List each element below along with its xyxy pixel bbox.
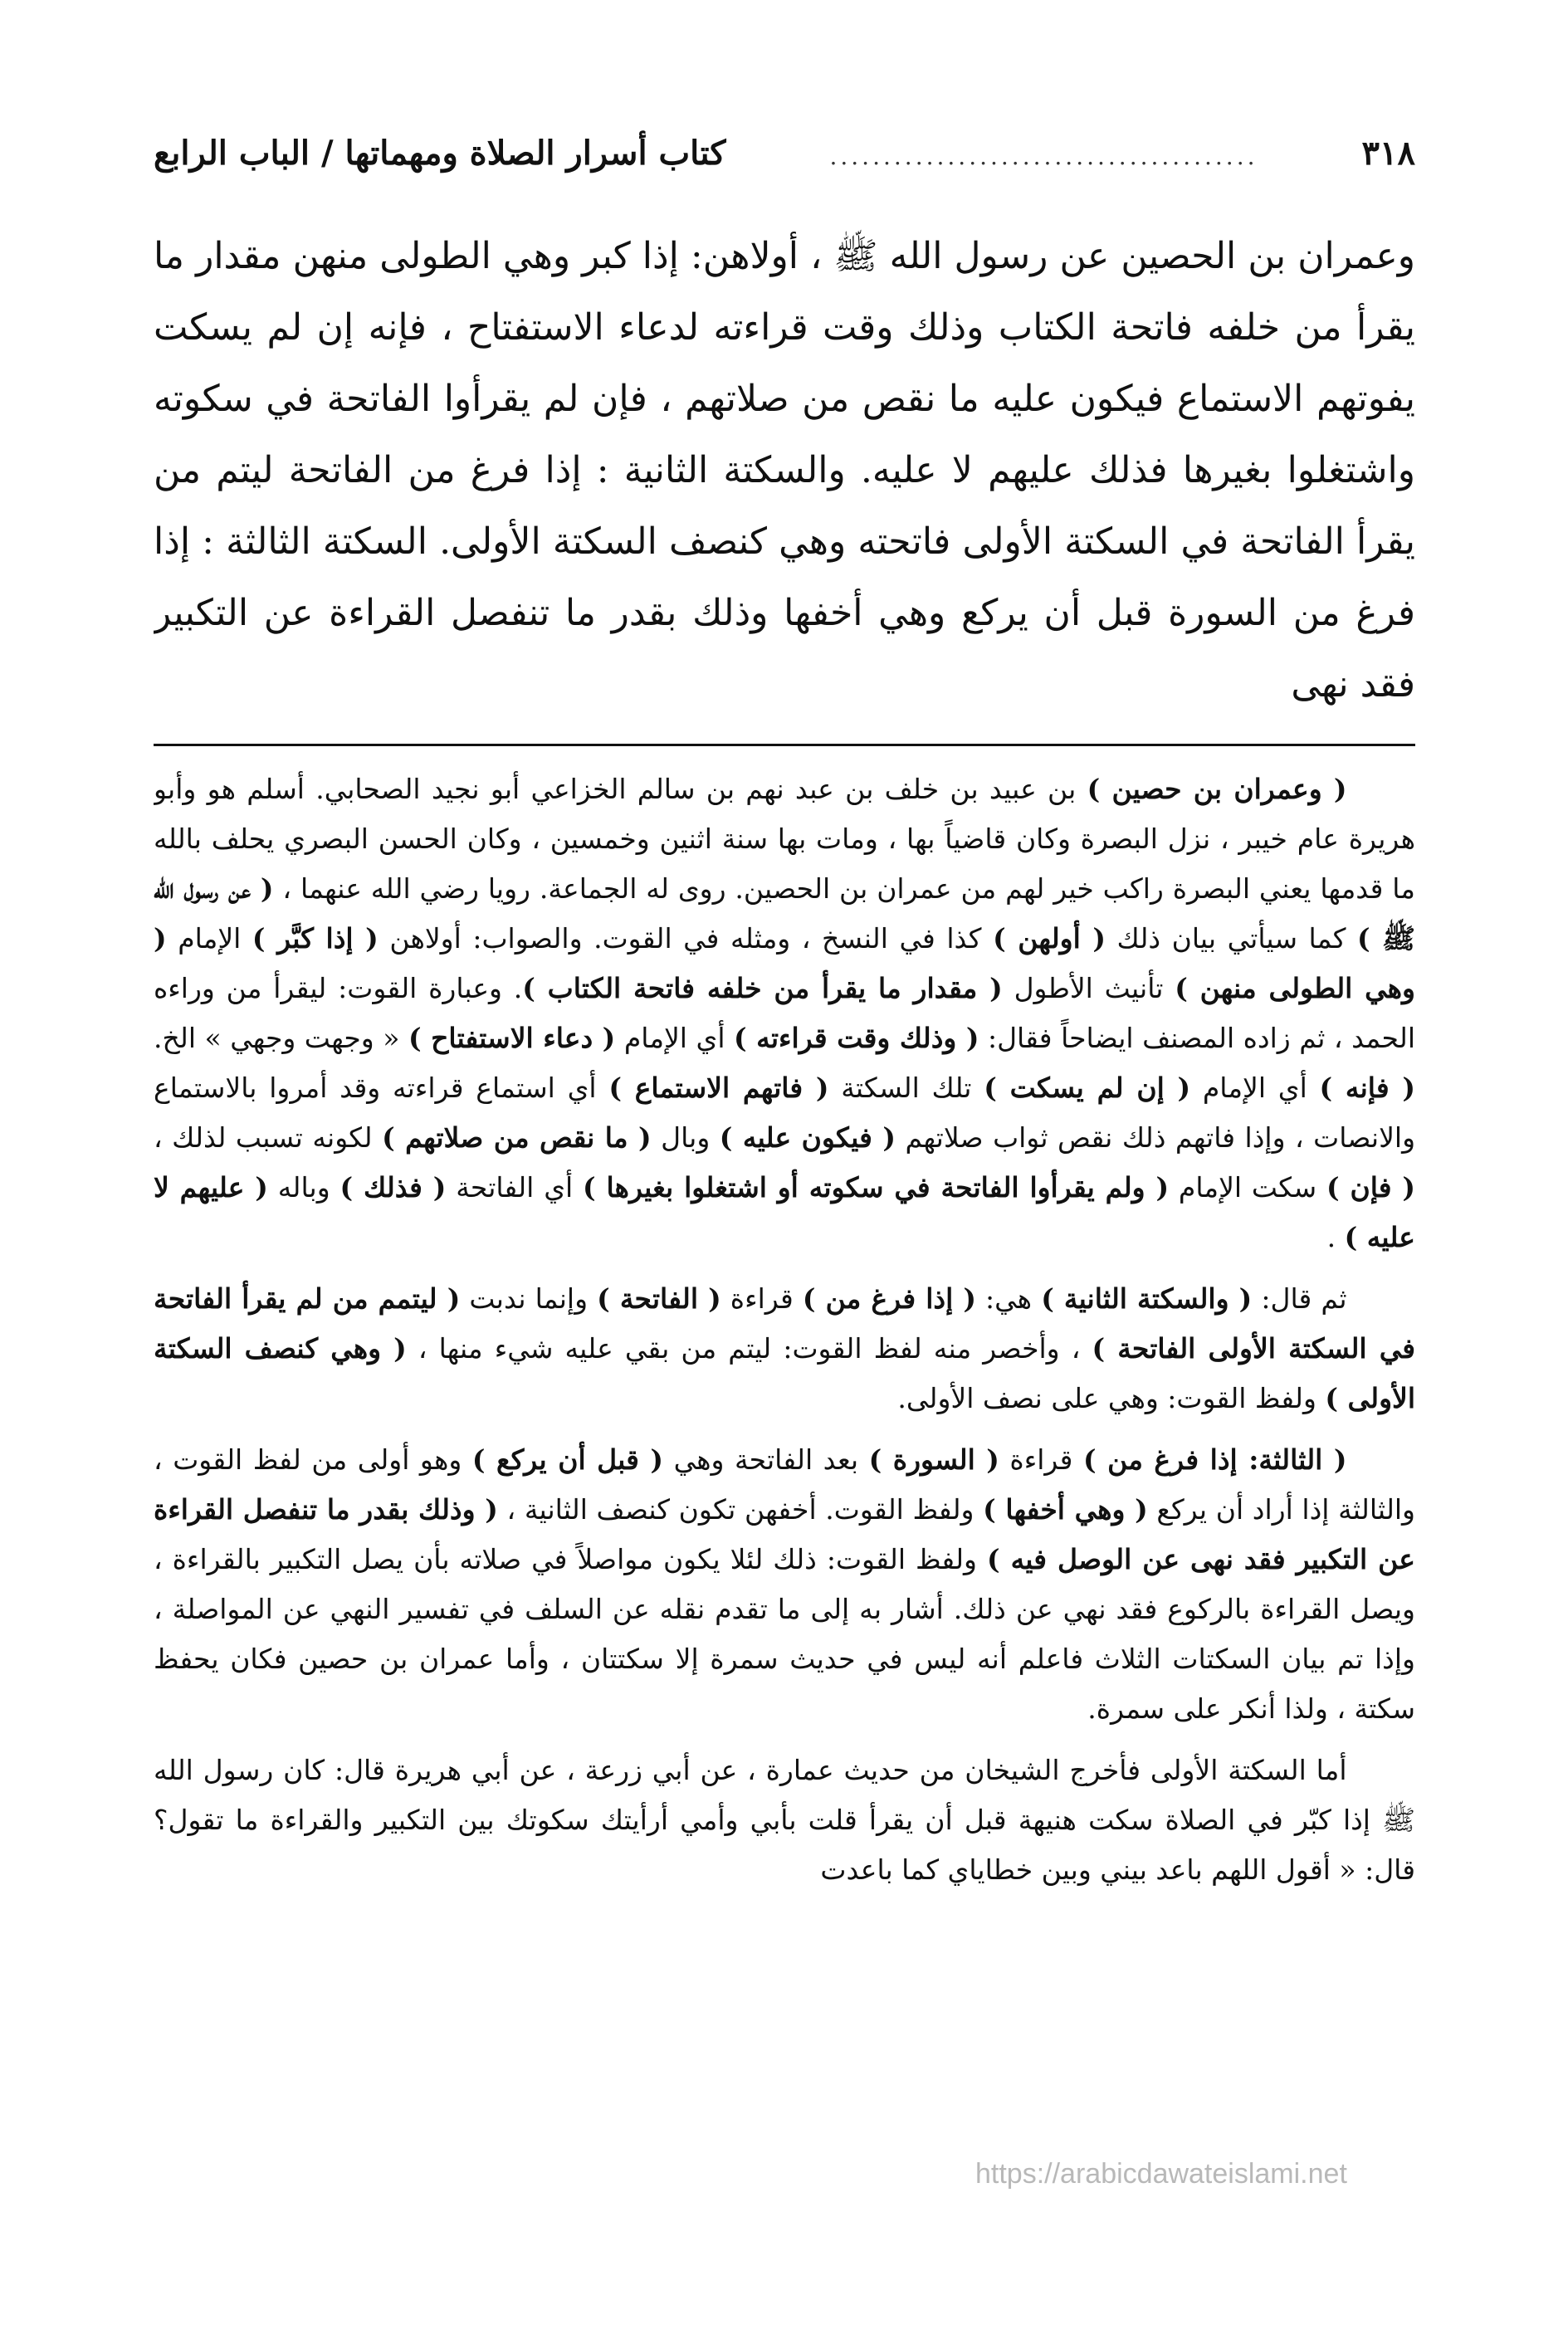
commentary-text: ثم قال: — [1252, 1282, 1347, 1315]
commentary-text: تلك السكتة — [828, 1072, 984, 1104]
commentary-text: الإمام — [166, 922, 252, 955]
quoted-phrase: ( فذلك ) — [339, 1171, 447, 1204]
running-head — [154, 125, 1415, 183]
quoted-phrase: ( أولهن ) — [993, 922, 1106, 955]
quoted-phrase: ( فإنه ) — [1319, 1072, 1415, 1104]
quoted-phrase: ( إذا كبَّر ) — [252, 922, 379, 955]
commentary-text: بعد الفاتحة وهي — [663, 1443, 869, 1476]
commentary-text: تأنيث الأطول — [1002, 972, 1175, 1004]
commentary-text: وباله — [267, 1171, 340, 1204]
chapter-title: كتاب أسرار الصلاة ومهماتها / الباب الرابع — [154, 134, 726, 173]
book-page — [154, 125, 1415, 2249]
quoted-phrase: ( ولم يقرأوا الفاتحة في سكوته أو اشتغلوا بغيرها ) — [583, 1171, 1170, 1204]
commentary-text: وبال — [651, 1121, 720, 1154]
quoted-phrase: ( فيكون عليه ) — [719, 1121, 896, 1154]
commentary-text: ولفظ القوت: وهي على نصف الأولى. — [897, 1382, 1326, 1414]
main-text: وعمران بن الحصين عن رسول الله ﷺ ، أولاهن: إذا كبر وهي الطولى منهن مقدار ما يقرأ من خلفه فاتحة الكتاب وذلك وقت قراءته لدعاء الاستفتاح ، فإنه إن لم يسكت يفوتهم الاستماع فيكون عليه ما نقص من صلاتهم ، فإن لم يقرأوا الفاتحة في سكوته واشتغلوا بغيرها فذلك عليهم لا عليه. والسكتة الثانية : إذا فرغ من الفاتحة ليتم من يقرأ الفاتحة في السكتة الأولى فاتحته وهي كنصف السكتة الأولى. السكتة الثالثة : إذا فرغ من السورة قبل أن يركع وهي أخفها وذلك بقدر ما تنفصل القراءة عن التكبير فقد نهى — [154, 235, 1415, 706]
quoted-phrase: ( ليتمم من لم يقرأ الفاتحة في السكتة الأولى الفاتحة ) — [154, 1282, 1415, 1365]
commentary-text: وإنما ندبت — [460, 1282, 598, 1315]
quoted-phrase: ( وهي كنصف السكتة الأولى ) — [154, 1332, 1415, 1414]
commentary-text: وهو أولى من لفظ القوت ، والثالثة إذا أراد أن يركع — [154, 1443, 1415, 1526]
commentary-text: ، وأخصر منه لفظ القوت: ليتم من بقي عليه شيء منها ، — [406, 1332, 1092, 1365]
commentary-text: أي الفاتحة — [446, 1171, 584, 1204]
quoted-phrase: ( فإن ) — [1326, 1171, 1415, 1204]
commentary-text: كما سيأتي بيان ذلك — [1105, 922, 1357, 955]
commentary-text: لكونه تسبب لذلك ، — [154, 1121, 383, 1154]
quoted-phrase: ( وذلك وقت قراءته ) — [734, 1022, 979, 1054]
quoted-phrase: ( الثالثة: إذا فرغ من ) — [1082, 1443, 1347, 1476]
quoted-phrase: ( مقدار ما يقرأ من خلفه فاتحة الكتاب ) — [522, 972, 1003, 1004]
commentary-text: أما السكتة الأولى فأخرج الشيخان من حديث عمارة ، عن أبي زرعة ، عن أبي هريرة قال: كان رسول الله ﷺ إذا كبّر في الصلاة سكت هنيهة قبل أن يقرأ قلت بأبي وأمي أرأيتك سكوتك بين التكبير والقراءة ما تقول؟ قال: « أقول اللهم باعد بيني وبين خطاياي كما باعدت — [154, 1754, 1415, 1886]
commentary-text: . وعبارة القوت: ليقرأ من وراءه الحمد ، ثم زاده المصنف ايضاحاً فقال: — [154, 972, 1415, 1054]
quoted-phrase: ( الفاتحة ) — [597, 1282, 721, 1315]
commentary-text: « وجهت وجهي » الخ. — [154, 1022, 408, 1054]
quoted-phrase: ( دعاء الاستفتاح ) — [408, 1022, 616, 1054]
quoted-phrase: ( فاتهم الاستماع ) — [608, 1072, 829, 1104]
quoted-phrase: ( إذا فرغ من ) — [802, 1282, 976, 1315]
commentary-paragraph — [154, 1746, 1415, 1895]
commentary-text: أي استماع قراءته وقد أمروا بالاستماع والانصات ، وإذا فاتهم ذلك نقص ثواب صلاتهم — [154, 1072, 1415, 1154]
quoted-phrase: ( السورة ) — [868, 1443, 999, 1476]
commentary-text: أي الإمام — [1190, 1072, 1320, 1104]
quoted-phrase: ( ما نقص من صلاتهم ) — [382, 1121, 652, 1154]
quoted-phrase: ( قبل أن يركع ) — [471, 1443, 664, 1476]
commentary — [154, 764, 1415, 1895]
quoted-phrase: ( والسكتة الثانية ) — [1041, 1282, 1253, 1315]
quoted-phrase: ( وهي أخفها ) — [983, 1493, 1148, 1526]
commentary-text: أي الإمام — [615, 1022, 735, 1054]
quoted-phrase: ( عليهم لا عليه ) — [154, 1171, 1415, 1253]
quoted-phrase: ( وعمران بن حصين ) — [1087, 773, 1347, 805]
quoted-phrase: ( إن لم يسكت ) — [984, 1072, 1191, 1104]
commentary-text: ولفظ القوت: ذلك لئلا يكون مواصلاً في صلاته بأن يصل التكبير بالقراءة ، ويصل القراءة بالركوع فقد نهي عن ذلك. أشار به إلى ما تقدم نقله عن السلف في تفسير النهي عن المواصلة ، وإذا تم بيان السكتات الثلاث فاعلم أنه ليس في حديث سمرة إلا سكتتان ، وأما عمران بن حصين فكان يحفظ سكتة ، ولذا أنكر على سمرة. — [154, 1543, 1415, 1725]
commentary-paragraph — [154, 1274, 1415, 1423]
page-number: ٣١٨ — [1361, 134, 1415, 173]
dot-leader: ........................................ — [829, 143, 1258, 170]
quoted-phrase: ( وذلك بقدر ما تنفصل القراءة عن التكبير فقد نهى عن الوصل فيه ) — [154, 1493, 1415, 1575]
commentary-text: ولفظ القوت. أخفهن تكون كنصف الثانية ، — [497, 1493, 984, 1526]
quoted-phrase: ( وهي الطولى منهن ) — [154, 922, 1415, 1004]
commentary-paragraph — [154, 1435, 1415, 1734]
footnote-divider — [154, 744, 1415, 746]
quoted-phrase: ( عن رسول الله ﷺ ) — [154, 872, 1415, 955]
commentary-text: بن عبيد بن خلف بن عبد نهم بن سالم الخزاعي أبو نجيد الصحابي. أسلم هو وأبو هريرة عام خيبر ، نزل البصرة وكان قاضياً بها ، ومات بها سنة اثنين وخمسين ، وكان الحسن البصري يحلف بالله ما قدمها يعني البصرة راكب خير لهم من عمران بن الحصين. روى له الجماعة. رويا رضي الله عنهما ، — [154, 773, 1415, 905]
commentary-text: هي: — [975, 1282, 1042, 1315]
commentary-text: . — [1326, 1221, 1345, 1253]
commentary-text: كذا في النسخ ، ومثله في القوت. والصواب: أولاهن — [378, 922, 994, 955]
commentary-text: قراءة — [720, 1282, 803, 1315]
commentary-text: قراءة — [999, 1443, 1083, 1476]
commentary-paragraph — [154, 764, 1415, 1262]
commentary-text: سكت الإمام — [1169, 1171, 1327, 1204]
watermark-url: https://arabicdawateislami.net — [975, 2158, 1347, 2190]
